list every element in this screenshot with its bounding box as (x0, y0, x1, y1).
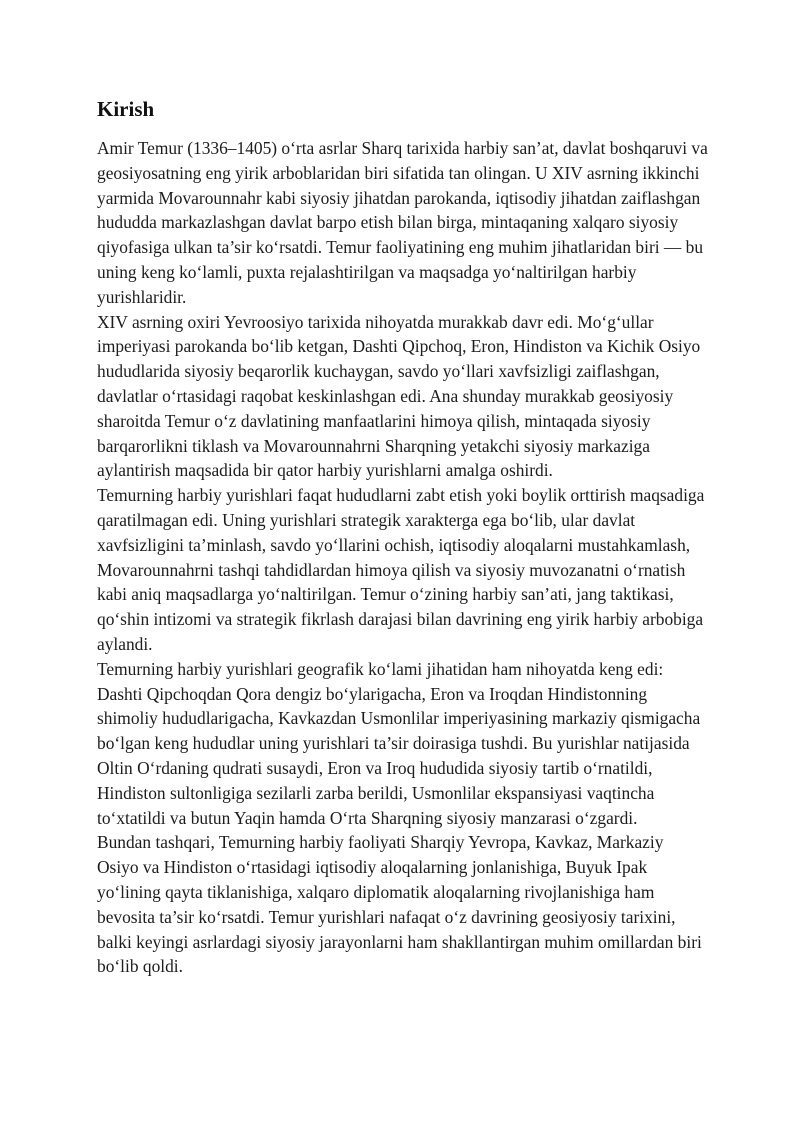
paragraph-2: XIV asrning oxiri Yevroosiyo tarixida nihoyatda murakkab davr edi. Mo‘g‘ullar imperiyasi parokanda bo‘lib ketgan, Dashti Qipchoq, Eron, Hindiston va Kichik Osiyo hududlarida siyosiy beqarorlik kuchaygan, savdo yo‘llari xavfsizligi zaiflashgan, davlatlar o‘rtasidagi raqobat keskinlashgan edi. Ana shunday murakkab geosiyosiy sharoitda Temur o‘z davlatining manfaatlarini himoya qilish, mintaqada siyosiy barqarorlikni tiklash va Movarounnahrni Sharqning yetakchi siyosiy markaziga aylantirish maqsadida bir qator harbiy yurishlarni amalga oshirdi. (97, 311, 701, 481)
paragraph-1: Amir Temur (1336–1405) o‘rta asrlar Sharq tarixida harbiy san’at, davlat boshqaruvi va geosiyosatning eng yirik arboblaridan biri sifatida tan olingan. U XIV asrning ikkinchi yarmida Movarounnahr kabi siyosiy jihatdan parokanda, iqtisodiy jihatdan zaiflashgan hududda markazlashgan davlat barpo etish bilan birga, mintaqaning xalqaro siyosiy qiyofasiga ulkan ta’sir ko‘rsatdi. Temur faoliyatining eng muhim jihatlaridan biri — bu uning keng ko‘lamli, puxta rejalashtirilgan va maqsadga yo‘naltirilgan harbiy yurishlaridir. (97, 138, 708, 307)
paragraph-3: Temurning harbiy yurishlari faqat hududlarni zabt etish yoki boylik orttirish maqsadiga qaratilmagan edi. Uning yurishlari strategik xarakterga ega bo‘lib, ular davlat xavfsizligini ta’minlash, savdo yo‘llarini ochish, iqtisodiy aloqalarni mustahkamlash, Movarounnahrni tashqi tahdidlardan himoya qilish va siyosiy muvozanatni o‘rnatish kabi aniq maqsadlarga yo‘naltirilgan. Temur o‘zining harbiy san’ati, jang taktikasi, qo‘shin intizomi va strategik fikrlash darajasi bilan davrining eng yirik harbiy arbobiga aylandi. (97, 485, 705, 654)
section-heading: Kirish (97, 97, 155, 121)
paragraph-4: Temurning harbiy yurishlari geografik ko‘lami jihatidan ham nihoyatda keng edi: Dashti Qipchoqdan Qora dengiz bo‘ylarigacha, Eron va Iroqdan Hindistonning shimoliy hududlarigacha, Kavkazdan Usmonlilar imperiyasining markaziy qismigacha bo‘lgan keng hududlar uning yurishlari ta’sir doirasiga tushdi. Bu yurishlar natijasida Oltin O‘rdaning qudrati susaydi, Eron va Iroq hududida siyosiy tartib o‘rnatildi, Hindiston sultonligiga sezilarli zarba berildi, Usmonlilar ekspansiyasi vaqtincha to‘xtatildi va butun Yaqin hamda O‘rta Sharqning siyosiy manzarasi o‘zgardi. (97, 658, 701, 828)
document-page (97, 96, 709, 979)
paragraph-5: Bundan tashqari, Temurning harbiy faoliyati Sharqiy Yevropa, Kavkaz, Markaziy Osiyo va Hindiston o‘rtasidagi iqtisodiy aloqalarning jonlanishiga, Buyuk Ipak yo‘lining qayta tiklanishiga, xalqaro diplomatik aloqalarning rivojlanishiga ham bevosita ta’sir ko‘rsatdi. Temur yurishlari nafaqat o‘z davrining geosiyosiy tarixini, balki keyingi asrlardagi siyosiy jarayonlarni ham shakllantirgan muhim omillardan biri bo‘lib qoldi. (97, 832, 702, 977)
